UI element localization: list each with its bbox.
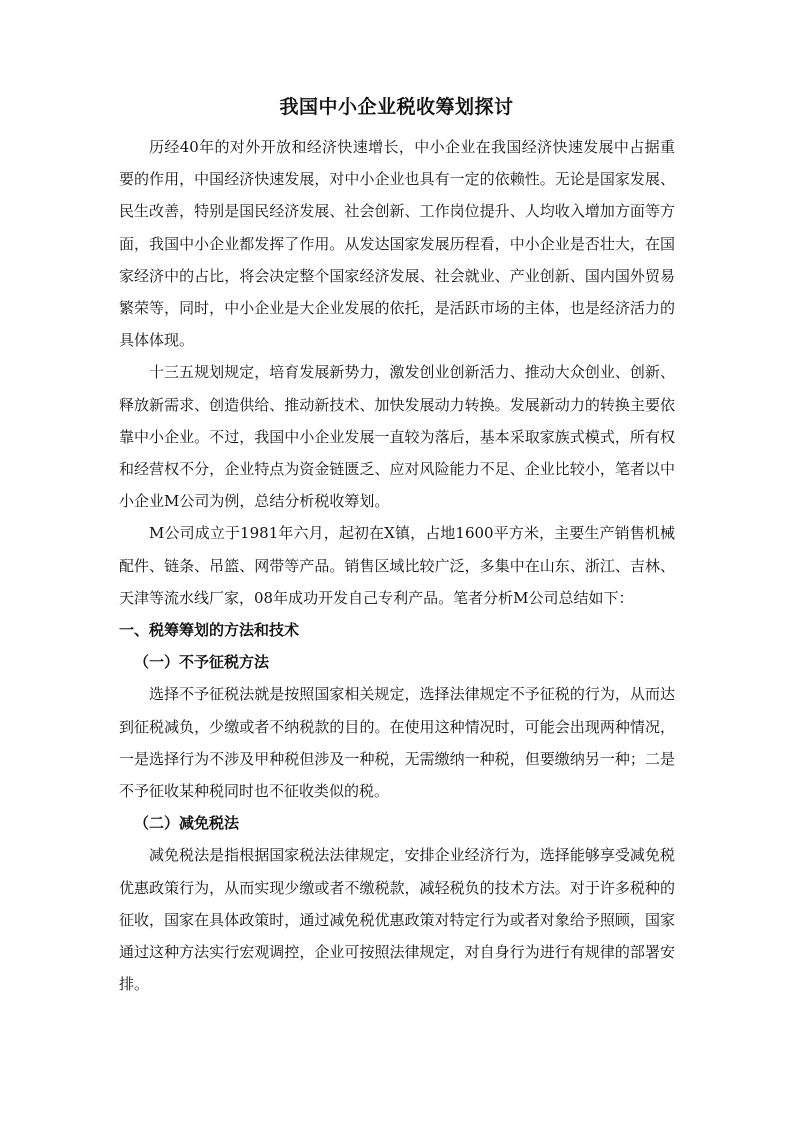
paragraph-exemption: 减免税法是指根据国家税法法律规定，安排企业经济行为，选择能够享受减免税优惠政策行为，从而实现少缴或者不缴税款，减轻税负的技术方法。对于许多税种的征收，国家在具体政策时，通过减免税优惠政策对特定行为或者对象给予照顾，国家通过这种方法实行宏观调控，企业可按照法律规定，对自身行为进行有规律的部署安排。 bbox=[119, 846, 675, 994]
subsection-heading-exemption: （二）减免税法 bbox=[134, 814, 240, 833]
paragraph-plan: 十三五规划规定，培育发展新势力，激发创业创新活力、推动大众创业、创新、释放新需求、创造供给、推动新技术、加快发展动力转换。发展新动力的转换主要依靠中小企业。不过，我国中小企业发展一直较为落后，基本采取家族式模式，所有权和经营权不分，企业特点为资金链匮乏、应对风险能力不足、企业比较小，笔者以中小企业M公司为例，总结分析税收筹划。 bbox=[119, 363, 675, 511]
section-heading-methods: 一、税筹筹划的方法和技术 bbox=[119, 621, 300, 640]
paragraph-company: M公司成立于1981年六月，起初在X镇，占地1600平方米，主要生产销售机械配件、链条、吊篮、网带等产品。销售区域比较广泛，多集中在山东、浙江、吉林、天津等流水线厂家，08年成功开发自己专利产品。笔者分析M公司总结如下： bbox=[119, 524, 675, 607]
paragraph-no-tax: 选择不予征税法就是按照国家相关规定，选择法律规定不予征税的行为，从而达到征税减负，少缴或者不纳税款的目的。在使用这种情况时，可能会出现两种情况，一是选择行为不涉及甲种税但涉及一种税，无需缴纳一种税，但要缴纳另一种；二是不予征收某种税同时也不征收类似的税。 bbox=[119, 685, 675, 801]
document-body bbox=[119, 131, 675, 1000]
subsection-heading-no-tax: （一）不予征税方法 bbox=[134, 653, 270, 672]
paragraph-intro: 历经40年的对外开放和经济快速增长，中小企业在我国经济快速发展中占据重要的作用，中国经济快速发展，对中小企业也具有一定的依赖性。无论是国家发展、民生改善，特别是国民经济发展、社会创新、工作岗位提升、人均收入增加方面等方面，我国中小企业都发挥了作用。从发达国家发展历程看，中小企业是否壮大，在国家经济中的占比，将会决定整个国家经济发展、社会就业、产业创新、国内国外贸易繁荣等，同时，中小企业是大企业发展的依托，是活跃市场的主体，也是经济活力的具体体现。 bbox=[119, 138, 675, 350]
page-title: 我国中小企业税收筹划探讨 bbox=[279, 96, 514, 118]
